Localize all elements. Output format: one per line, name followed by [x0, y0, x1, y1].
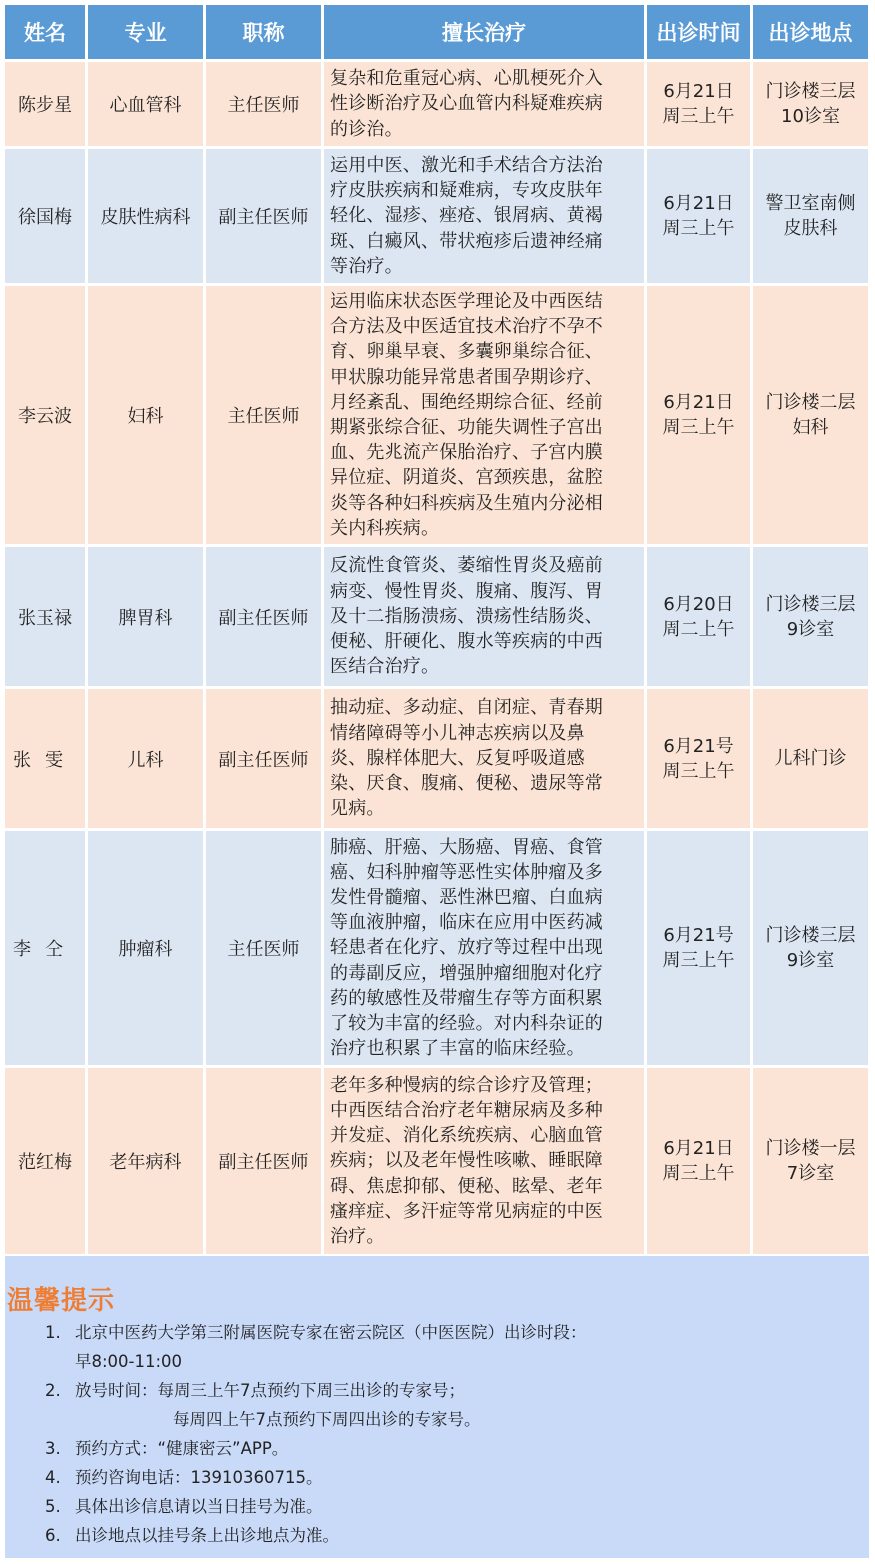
clinic-time-line: 6月21日 — [663, 392, 734, 413]
doctor-dept: 心血管科 — [88, 62, 203, 146]
specialty-line: 药的敏感性及带瘤生存等方面积累 — [330, 987, 603, 1009]
specialty-line: 了较为丰富的经验。对内科杂证的 — [330, 1013, 603, 1034]
tip-text: 预约方式：“健康密云”APP。 — [75, 1439, 289, 1458]
tip-number: 2. — [45, 1381, 61, 1400]
table-row — [5, 149, 868, 283]
specialty-line: 病变、慢性胃炎、腹痛、腹泻、胃 — [330, 580, 603, 602]
tip-number: 1. — [45, 1323, 61, 1342]
clinic-place-line: 门诊楼一层 — [765, 1138, 856, 1159]
clinic-place — [753, 1068, 868, 1254]
clinic-time-line: 周二上午 — [662, 618, 735, 640]
specialty-line: 关内科疾病。 — [330, 517, 440, 539]
tip-number: 5. — [45, 1497, 61, 1516]
doctor-specialty — [324, 286, 644, 544]
specialty-line: 发性骨髓瘤、恶性淋巴瘤、白血病 — [330, 886, 603, 908]
doctor-specialty — [324, 1068, 644, 1254]
tip-text: 出诊地点以挂号条上出诊地点为准。 — [75, 1526, 339, 1545]
specialty-line: 的毒副反应，增强肿瘤细胞对化疗 — [330, 962, 603, 984]
clinic-time-line: 6月21日 — [663, 1138, 734, 1159]
doctor-name: 张雯 — [5, 689, 85, 828]
specialty-line: 情绪障碍等小儿神志疾病以及鼻 — [330, 722, 585, 744]
doctor-dept: 肿瘤科 — [88, 831, 203, 1065]
doctor-name: 徐国梅 — [5, 149, 85, 283]
tip-item — [5, 1463, 587, 1492]
tip-text: 放号时间：每周三上午7点预约下周三出诊的专家号； — [75, 1381, 465, 1400]
clinic-time — [647, 1068, 750, 1254]
header-title: 职称 — [206, 5, 321, 59]
clinic-place — [753, 547, 868, 686]
table-row — [5, 286, 868, 544]
doctor-dept: 妇科 — [88, 286, 203, 544]
clinic-time-line: 周三上午 — [662, 417, 735, 438]
clinic-place — [753, 286, 868, 544]
clinic-place — [753, 62, 868, 146]
table-row — [5, 689, 868, 828]
specialty-line: 碍、焦虑抑郁、便秘、眩晕、老年 — [330, 1175, 603, 1197]
specialty-line: 反流性食管炎、萎缩性胃炎及癌前 — [330, 555, 603, 577]
clinic-time — [647, 62, 750, 146]
tips-panel — [5, 1256, 869, 1558]
doctor-specialty — [324, 831, 644, 1065]
clinic-time-line: 周三上午 — [662, 218, 735, 239]
table-row — [5, 62, 868, 146]
specialty-line: 并发症、消化系统疾病、心脑血管 — [330, 1125, 603, 1147]
tips-list — [5, 1318, 587, 1550]
specialty-line: 炎等各种妇科疾病及生殖内分泌相 — [330, 492, 603, 514]
table-row — [5, 547, 868, 686]
doctor-title: 副主任医师 — [206, 1068, 321, 1254]
specialty-line: 染、厌食、腹痛、便秘、遗尿等常 — [330, 773, 603, 795]
tip-item — [5, 1318, 587, 1376]
clinic-time — [647, 689, 750, 828]
clinic-time — [647, 149, 750, 283]
clinic-place-line: 10诊室 — [781, 106, 840, 127]
header-dept: 专业 — [88, 5, 203, 59]
doctor-specialty — [324, 547, 644, 686]
specialty-line: 疗皮肤疾病和疑难病，专攻皮肤年 — [330, 180, 603, 202]
doctor-title: 主任医师 — [206, 831, 321, 1065]
doctor-title: 主任医师 — [206, 286, 321, 544]
tip-number: 3. — [45, 1439, 61, 1458]
clinic-place-line: 门诊楼二层 — [765, 392, 856, 413]
tip-text: 具体出诊信息请以当日挂号为准。 — [75, 1497, 323, 1516]
clinic-time-line: 6月20日 — [663, 593, 734, 615]
doctor-title: 副主任医师 — [206, 547, 321, 686]
doctor-dept: 脾胃科 — [88, 547, 203, 686]
specialty-line: 合方法及中医适宜技术治疗不孕不 — [330, 316, 603, 338]
clinic-place-line: 门诊楼三层 — [765, 593, 856, 615]
doctor-specialty — [324, 149, 644, 283]
specialty-line: 育、卵巢早衰、多囊卵巢综合征、 — [330, 341, 603, 363]
specialty-line: 运用中医、激光和手术结合方法治 — [330, 154, 603, 176]
clinic-time-line: 6月21号 — [663, 735, 734, 757]
clinic-time — [647, 831, 750, 1065]
specialty-line: 等血液肿瘤，临床在应用中医药减 — [330, 912, 603, 934]
doctor-name: 范红梅 — [5, 1068, 85, 1254]
doctor-dept: 儿科 — [88, 689, 203, 828]
clinic-place-line: 9诊室 — [786, 618, 835, 640]
specialty-line: 血、先兆流产保胎治疗、子宫内膜 — [330, 442, 603, 464]
clinic-time — [647, 547, 750, 686]
specialty-line: 复杂和危重冠心病、心肌梗死介入 — [330, 68, 603, 90]
specialty-line: 肺癌、肝癌、大肠癌、胃癌、食管 — [330, 836, 603, 858]
specialty-line: 月经紊乱、围绝经期综合征、经前 — [330, 391, 603, 413]
table-row — [5, 1068, 868, 1254]
clinic-place-line: 门诊楼三层 — [765, 925, 856, 946]
specialty-line: 治疗也积累了丰富的临床经验。 — [330, 1038, 585, 1060]
specialty-line: 医结合治疗。 — [330, 656, 440, 678]
clinic-time-line: 周三上午 — [662, 106, 735, 127]
tip-item — [5, 1521, 587, 1550]
specialty-line: 老年多种慢病的综合诊疗及管理； — [330, 1074, 603, 1096]
specialty-line: 斑、白癜风、带状疱疹后遗神经痛 — [330, 230, 603, 252]
clinic-place-line: 警卫室南侧 — [765, 193, 856, 214]
doctor-title: 主任医师 — [206, 62, 321, 146]
header-name: 姓名 — [5, 5, 85, 59]
clinic-time — [647, 286, 750, 544]
tip-item — [5, 1492, 587, 1521]
clinic-time-line: 周三上午 — [662, 760, 735, 782]
tip-number: 6. — [45, 1526, 61, 1545]
specialty-line: 癌、妇科肿瘤等恶性实体肿瘤及多 — [330, 861, 603, 883]
tip-text: 每周四上午7点预约下周四出诊的专家号。 — [173, 1410, 481, 1429]
clinic-place — [753, 149, 868, 283]
tip-item — [5, 1434, 587, 1463]
specialty-line: 轻患者在化疗、放疗等过程中出现 — [330, 937, 603, 959]
specialty-line: 抽动症、多动症、自闭症、青春期 — [330, 697, 603, 719]
specialty-line: 甲状腺功能异常患者围孕期诊疗、 — [330, 366, 603, 388]
doctor-name: 李云波 — [5, 286, 85, 544]
specialty-line: 性诊断治疗及心血管内科疑难疾病 — [330, 93, 603, 115]
doctor-name: 李仝 — [5, 831, 85, 1065]
clinic-place-line: 皮肤科 — [783, 218, 838, 239]
header-specialty: 擅长治疗 — [324, 5, 644, 59]
tip-item — [5, 1376, 587, 1434]
specialty-line: 的诊治。 — [330, 118, 403, 140]
clinic-time-line: 6月21号 — [663, 925, 734, 946]
table-header-row — [5, 5, 868, 59]
specialty-line: 轻化、湿疹、痤疮、银屑病、黄褐 — [330, 205, 603, 227]
clinic-time-line: 周三上午 — [662, 950, 735, 971]
doctor-name: 张玉禄 — [5, 547, 85, 686]
clinic-place-line: 7诊室 — [786, 1163, 835, 1184]
specialty-line: 治疗。 — [330, 1226, 385, 1247]
specialty-line: 炎、腺样体肥大、反复呼吸道感 — [330, 747, 585, 769]
specialty-line: 见病。 — [330, 798, 385, 820]
schedule-table — [2, 2, 871, 1257]
specialty-line: 疾病；以及老年慢性咳嗽、睡眠障 — [330, 1150, 603, 1172]
tip-number: 4. — [45, 1468, 61, 1487]
doctor-name: 陈步星 — [5, 62, 85, 146]
schedule-body — [5, 62, 868, 1254]
clinic-place-line: 妇科 — [792, 417, 829, 438]
clinic-time-line: 6月21日 — [663, 193, 734, 214]
clinic-time-line: 6月21日 — [663, 81, 734, 102]
specialty-line: 瘙痒症、多汗症等常见病症的中医 — [330, 1200, 603, 1222]
header-place: 出诊地点 — [753, 5, 868, 59]
doctor-title: 副主任医师 — [206, 149, 321, 283]
tip-text: 北京中医药大学第三附属医院专家在密云院区（中医医院）出诊时段： — [75, 1323, 587, 1342]
clinic-place-line: 门诊楼三层 — [765, 81, 856, 102]
doctor-specialty — [324, 689, 644, 828]
specialty-line: 便秘、肝硬化、腹水等疾病的中西 — [330, 631, 603, 653]
tips-title: 温馨提示 — [7, 1286, 116, 1316]
clinic-place-line: 9诊室 — [786, 950, 835, 971]
clinic-place — [753, 831, 868, 1065]
header-time: 出诊时间 — [647, 5, 750, 59]
doctor-specialty — [324, 62, 644, 146]
specialty-line: 期紧张综合征、功能失调性子宫出 — [330, 417, 603, 438]
doctor-dept: 老年病科 — [88, 1068, 203, 1254]
doctor-title: 副主任医师 — [206, 689, 321, 828]
specialty-line: 等治疗。 — [330, 255, 403, 277]
clinic-time-line: 周三上午 — [662, 1163, 735, 1184]
specialty-line: 异位症、阴道炎、宫颈疾患，盆腔 — [330, 467, 603, 489]
tip-text: 早8:00-11:00 — [75, 1352, 183, 1371]
tip-text: 预约咨询电话：13910360715。 — [75, 1468, 323, 1487]
doctor-dept: 皮肤性病科 — [88, 149, 203, 283]
clinic-place — [753, 689, 868, 828]
clinic-place-line: 儿科门诊 — [774, 748, 847, 769]
specialty-line: 运用临床状态医学理论及中西医结 — [330, 290, 603, 312]
table-row — [5, 831, 868, 1065]
specialty-line: 中西医结合治疗老年糖尿病及多种 — [330, 1099, 603, 1121]
specialty-line: 及十二指肠溃疡、溃疡性结肠炎、 — [330, 605, 603, 627]
